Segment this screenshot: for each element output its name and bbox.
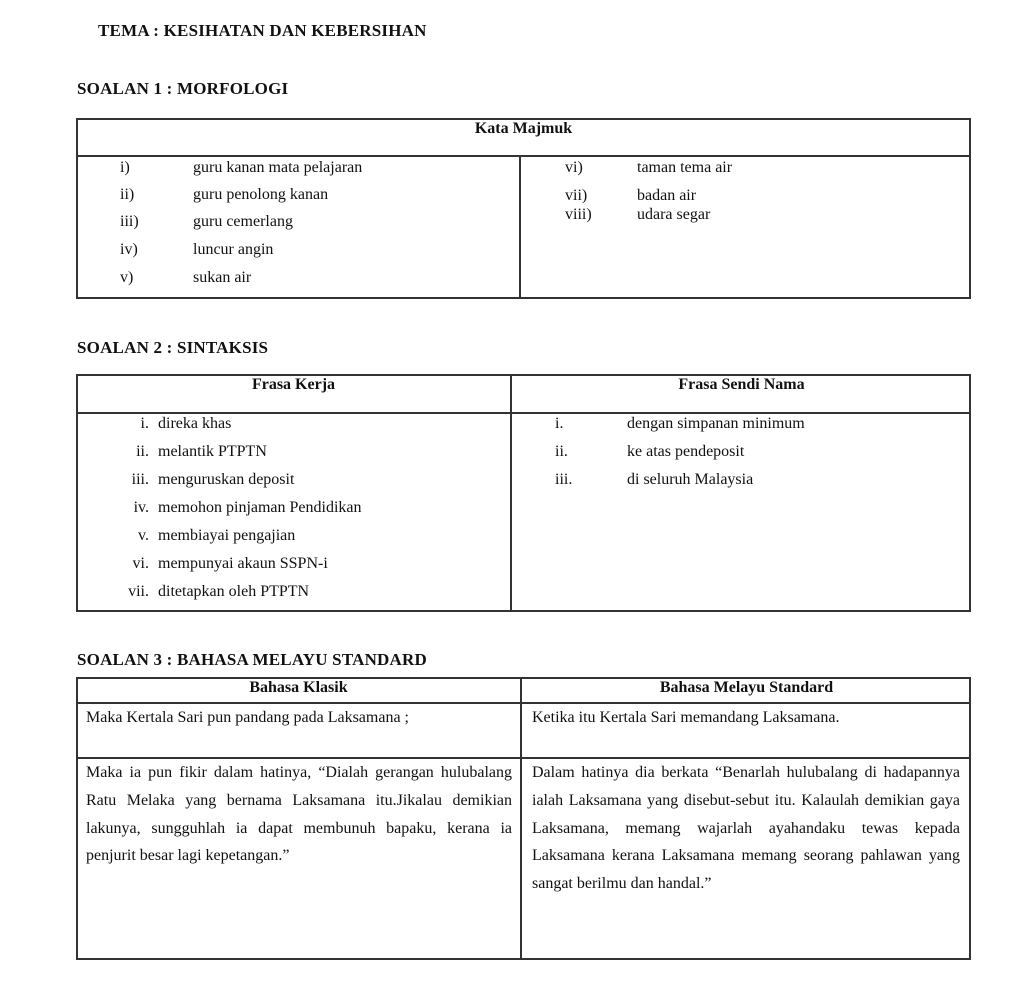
- item-number: v): [120, 269, 134, 286]
- soalan3-heading: SOALAN 3 : BAHASA MELAYU STANDARD: [77, 650, 427, 669]
- item-number: viii): [565, 206, 592, 223]
- item-number: iv): [120, 241, 138, 258]
- item-number: i.: [555, 415, 564, 432]
- list-item: direka khas: [158, 415, 232, 432]
- klasik-text-2: Maka ia pun fikir dalam hatinya, “Dialah gerangan hulubalang Ratu Melaka yang bernama Laksamana itu.Jikalau demikian lakunya, sungguhlah ia dapat membunuh bapaku, kerana ia penjurit besar lagi kepetangan.”: [86, 764, 512, 865]
- item-number: iii.: [131, 471, 149, 488]
- list-item: membiayai pengajian: [158, 527, 296, 544]
- list-item: taman tema air: [637, 159, 733, 176]
- list-item: menguruskan deposit: [158, 471, 295, 488]
- standard-text-2: Dalam hatinya dia berkata “Benarlah hulubalang di hadapannya ialah Laksamana yang disebut-sebut itu. Kalaulah demikian gaya Laksamana, memang wajarlah ayahandaku tewas kepada Laksamana kerana Laksamana memang seorang pahlawan yang sangat berilmu dan handal.”: [532, 764, 960, 893]
- item-number: iv.: [133, 499, 149, 516]
- list-item: sukan air: [193, 269, 252, 286]
- bahasa-melayu-standard-header: Bahasa Melayu Standard: [659, 679, 834, 696]
- list-item: udara segar: [637, 206, 711, 223]
- frasa-kerja-header: Frasa Kerja: [251, 376, 336, 393]
- item-number: vi): [565, 159, 583, 176]
- list-item: guru penolong kanan: [193, 186, 329, 203]
- list-item: badan air: [637, 187, 697, 204]
- item-number: i): [120, 159, 130, 176]
- divider: [510, 374, 512, 612]
- divider: [519, 155, 521, 299]
- bahasa-klasik-header: Bahasa Klasik: [249, 679, 348, 696]
- kata-majmuk-header: Kata Majmuk: [474, 120, 573, 137]
- list-item: ditetapkan oleh PTPTN: [158, 583, 310, 600]
- list-item: luncur angin: [193, 241, 274, 258]
- list-item: guru cemerlang: [193, 213, 293, 230]
- divider: [76, 958, 971, 960]
- item-number: v.: [138, 527, 149, 544]
- item-number: ii): [120, 186, 135, 203]
- list-item: memohon pinjaman Pendidikan: [158, 499, 362, 516]
- item-number: i.: [140, 415, 149, 432]
- item-number: vi.: [132, 555, 149, 572]
- item-number: ii.: [136, 443, 149, 460]
- standard-text-1: Ketika itu Kertala Sari memandang Laksamana.: [532, 709, 840, 726]
- soalan2-heading: SOALAN 2 : SINTAKSIS: [77, 338, 269, 357]
- frasa-sendi-nama-header: Frasa Sendi Nama: [678, 376, 805, 393]
- divider: [520, 677, 522, 960]
- klasik-text-1: Maka Kertala Sari pun pandang pada Laksamana ;: [86, 709, 409, 726]
- item-number: iii.: [555, 471, 573, 488]
- list-item: guru kanan mata pelajaran: [193, 159, 363, 176]
- list-item: dengan simpanan minimum: [627, 415, 805, 432]
- list-item: ke atas pendeposit: [627, 443, 745, 460]
- divider: [76, 155, 971, 157]
- document-title: TEMA : KESIHATAN DAN KEBERSIHAN: [98, 21, 427, 40]
- divider: [76, 412, 971, 414]
- sintaksis-table: [76, 374, 971, 612]
- item-number: vii): [565, 187, 588, 204]
- item-number: iii): [120, 213, 139, 230]
- list-item: melantik PTPTN: [158, 443, 267, 460]
- list-item: di seluruh Malaysia: [627, 471, 754, 488]
- item-number: ii.: [555, 443, 568, 460]
- item-number: vii.: [128, 583, 149, 600]
- soalan1-heading: SOALAN 1 : MORFOLOGI: [77, 79, 289, 98]
- list-item: mempunyai akaun SSPN-i: [158, 555, 328, 572]
